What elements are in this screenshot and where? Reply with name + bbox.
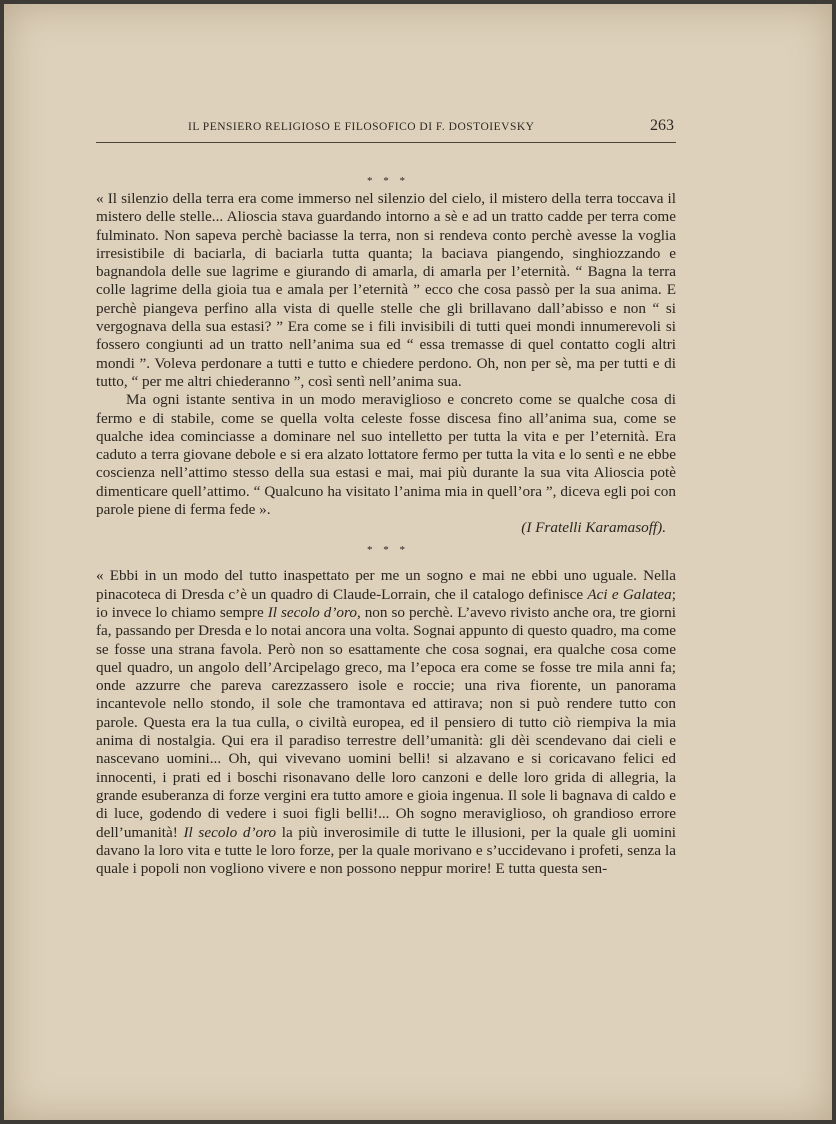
paragraph-3-text-b: ; io invece lo chiamo sempre xyxy=(96,585,676,621)
page-header xyxy=(96,116,676,143)
paragraph-3-text-d: la più inverosimile di tutte le illusioni, per la quale gli uomini davano la loro vita e tutte le loro forze, per la quale morivano e s’uccidevano i profeti, senza la quale i popoli non vogliono vivere e non possono neppur morire! E tutta questa sen- xyxy=(96,823,677,878)
paragraph-3 xyxy=(96,567,676,878)
page-number: 263 xyxy=(650,117,674,134)
section-separator: * * * xyxy=(367,544,409,557)
painting-title-secolo-oro: Il secolo d’oro xyxy=(267,603,357,621)
running-title: IL PENSIERO RELIGIOSO E FILOSOFICO DI F. DOSTOIEVSKY xyxy=(188,121,535,133)
body-text xyxy=(96,172,676,878)
paragraph-3-text-c: , non so perchè. L’avevo rivisto anche ora, tre giorni fa, passando per Dresda e lo notai ancora una volta. Sognai appunto di questo quadro, ma come se fosse una strana favola. Però non so esattamente che cosa sognai, era qualche cosa come quel quadro, un angolo dell’Arcipelago greco, ma l’epoca era come se fosse tre mila anni fa; onde azzurre che pareva carezzassero isole e roccie; una riva fiorente, un panorama incantevole nello stondo, il sole che tramontava ed attirava; non si può rendere tutto con parole. Questa era la tua culla, o civiltà europea, ed il pensiero di tutto ciò riempiva la mia anima di nostalgia. Qui era il paradiso terrestre dell’umanità: gli dèi scendevano dai cieli e nascevano uomini... Oh, qui vivevano uomini belli! si alzavano e si coricavano felici ed innocenti, i prati ed i boschi risonavano delle loro canzoni e delle loro grida di allegria, la grande esuberanza di forze vergini era tutto amore e gioia ingenua. Il sole li bagnava di caldo e di luce, godendo di vedere i suoi figli belli!... Oh sogno meraviglioso, oh grandioso errore dell’umanità! xyxy=(96,603,676,841)
paragraph-2: Ma ogni istante sentiva in un modo meraviglioso e concreto come se qualche cosa di fermo e di stabile, come se quella volta celeste fosse discesa fino all’anima sua, come se qualche idea cominciasse a dominare nel suo intelletto per tutta la vita e per l’eternità. Era caduto a terra giovane debole e si era alzato lottatore fermo per tutta la vita e lo sentì e ne ebbe coscienza nell’attimo stesso della sua estasi e mai, mai più durante la sua vita Alioscia potè dimenticare quell’attimo. “ Qualcuno ha visitato l’anima mia in quell’ora ”, diceva egli poi con parole piene di ferma fede ». xyxy=(96,391,676,519)
painting-title-aci-galatea: Aci e Galatea xyxy=(587,585,672,603)
book-page xyxy=(4,4,832,1120)
paragraph-1: « Il silenzio della terra era come immerso nel silenzio del cielo, il mistero della terra toccava il mistero delle stelle... Alioscia stava guardando intorno a sè e ad un tratto cadde per terra come fulminato. Non sapeva perchè baciasse la terra, non si rendeva conto perchè avesse la voglia irresistibile di baciarla, di baciarla tutta quanta; la baciava piangendo, singhiozzando e bagnandola delle sue lagrime e giurando di amarla, di amarla per l’eternità. “ Bagna la terra colle lagrime della gioia tua e amala per l’eternità ” ecco che cosa passò per la sua anima. E perchè piangeva perfino alla vista di quelle stelle che gli brillavano dall’abisso e non “ si vergognava della sua estasi? ” Era come se i fili invisibili di tutti quei mondi innumerevoli si fossero congiunti ad un tratto nell’anima sua ed “ essa tremasse di quel contatto cogli altri mondi ”. Voleva perdonare a tutti e tutto e chiedere perdono. Oh, non per sè, ma per tutti e di tutto, “ per me altri chiederanno ”, così sentì nell’anima sua. xyxy=(96,190,676,390)
italic-secolo-oro: Il secolo d’oro xyxy=(183,823,277,841)
section-separator: * * * xyxy=(367,175,409,187)
source-citation: (I Fratelli Karamasoff). xyxy=(521,519,666,537)
paragraph-3-text-a: « Ebbi in un modo del tutto inaspettato per me un sogno e mai ne ebbi uno uguale. Nella pinacoteca di Dresda c’è un quadro di Claude-Lorrain, che il catalogo definisce xyxy=(96,567,676,603)
